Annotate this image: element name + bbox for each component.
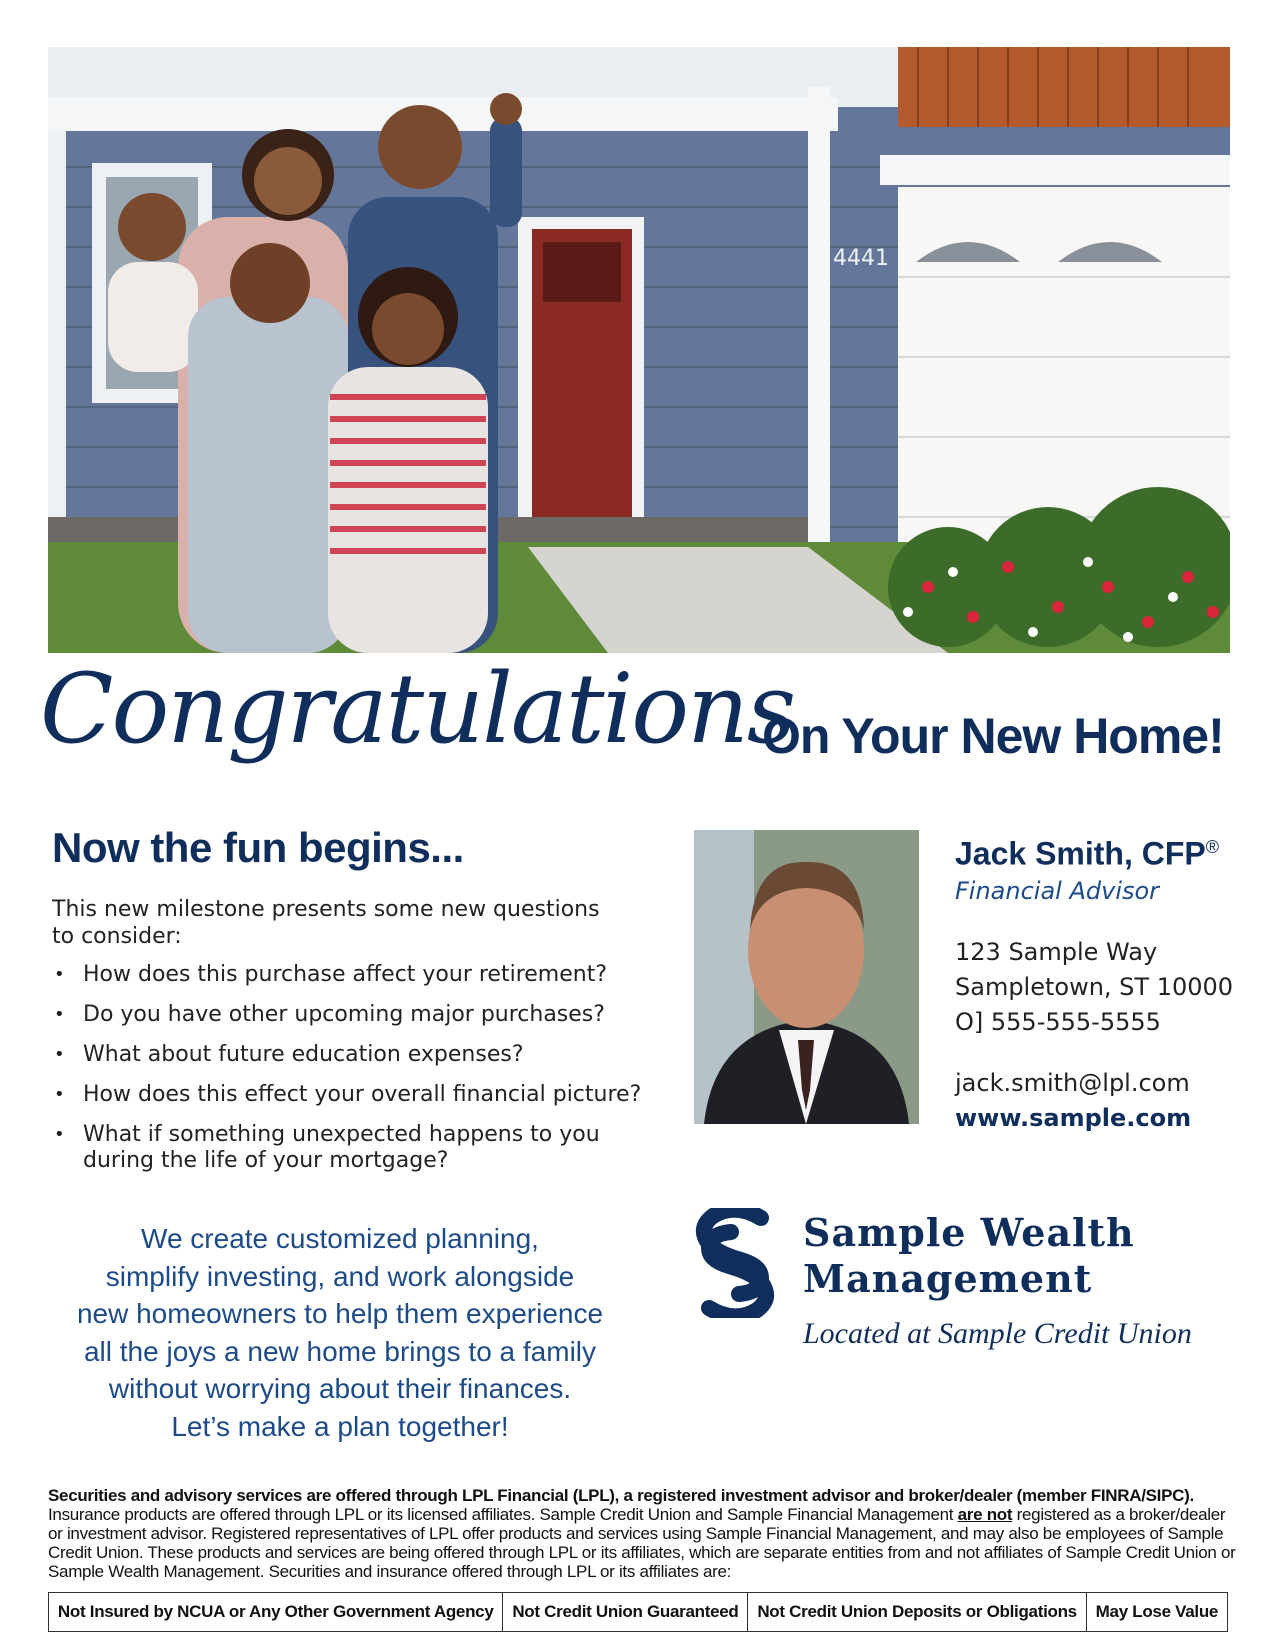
phone-number: O] 555-555-5555 — [955, 1007, 1161, 1036]
advisor-portrait-icon — [694, 830, 919, 1124]
email-link[interactable]: jack.smith@lpl.com — [955, 1068, 1190, 1097]
registered-mark: ® — [1205, 837, 1220, 857]
section-heading: Now the fun begins... — [52, 824, 464, 871]
company-name — [803, 1210, 1135, 1302]
advisor-title: Financial Advisor — [955, 876, 1160, 905]
house-number: 4441 — [833, 246, 889, 271]
disclosure-part-1: Insurance products are offered through LPL or its licensed affiliates. Sample Credit Union and Sample Financial Management — [48, 1505, 958, 1524]
hero-photo — [48, 47, 1230, 653]
badge-not-deposits: Not Credit Union Deposits or Obligations — [748, 1593, 1086, 1631]
pitch-line: Let’s make a plan together! — [171, 1410, 509, 1442]
headline-script: Congratulations — [40, 653, 795, 765]
badge-not-insured: Not Insured by NCUA or Any Other Government Agency — [49, 1593, 503, 1631]
family-house-illustration — [48, 47, 1230, 653]
disclosure-part-2: registered as a broker/dealer or investment advisor. Registered representatives of LPL offer products and services using Sample Financial Management, and may also be employees of Sample Credit Union. These products and services are being offered through LPL or its affiliates, which are separate entities from and not affiliates of Sample Credit Union or Sample Wealth Management. Securities and insurance offered through LPL or its affiliates are: — [48, 1505, 1236, 1581]
advisor-name — [955, 826, 1245, 875]
list-item: • How does this purchase affect your retirement? — [52, 962, 652, 988]
headline-rest: On Your New Home! — [762, 708, 1224, 764]
list-item: • How does this effect your overall financial picture? — [52, 1082, 652, 1108]
pitch-text — [60, 1220, 620, 1445]
advisor-photo — [694, 830, 919, 1124]
pitch-line: all the joys a new home brings to a family — [83, 1335, 597, 1367]
section-sign-logo-icon — [695, 1208, 775, 1318]
badge-not-guaranteed: Not Credit Union Guaranteed — [503, 1593, 748, 1631]
list-item: • What if something unexpected happens to you during the life of your mortgage? — [52, 1122, 652, 1174]
company-name-line-1: Sample Wealth — [803, 1210, 1135, 1255]
pitch-line: simplify investing, and work alongside — [105, 1260, 575, 1292]
list-item: • What about future education expenses? — [52, 1042, 652, 1068]
company-name-line-2: Management — [803, 1256, 1093, 1301]
question-list — [52, 962, 652, 1188]
pitch-line: new homeowners to help them experience — [76, 1298, 604, 1329]
pitch-line: We create customized planning, — [141, 1223, 539, 1254]
website-link[interactable]: www.sample.com — [955, 1103, 1192, 1132]
list-item: • Do you have other upcoming major purchases? — [52, 1002, 652, 1028]
company-location: Located at Sample Credit Union — [803, 1317, 1192, 1350]
disclosure-text — [48, 1486, 1238, 1581]
intro-text: This new milestone presents some new questions to consider: — [52, 897, 600, 949]
address-line-2: Sampletown, ST 10000 — [955, 972, 1234, 1001]
advisor-contact — [955, 826, 1245, 1136]
pitch-line: without worrying about their finances. — [108, 1373, 572, 1404]
disclosure-bold: Securities and advisory services are offered through LPL Financial (LPL), a registered investment advisor and broker/dealer (member FINRA/SIPC). — [48, 1486, 1194, 1505]
address-line-1: 123 Sample Way — [955, 937, 1158, 966]
advisor-name-text: Jack Smith, CFP — [955, 835, 1206, 872]
disclosure-emphasis: are not — [957, 1505, 1013, 1524]
disclosure-badges — [48, 1592, 1228, 1632]
badge-may-lose-value: May Lose Value — [1095, 1602, 1219, 1621]
